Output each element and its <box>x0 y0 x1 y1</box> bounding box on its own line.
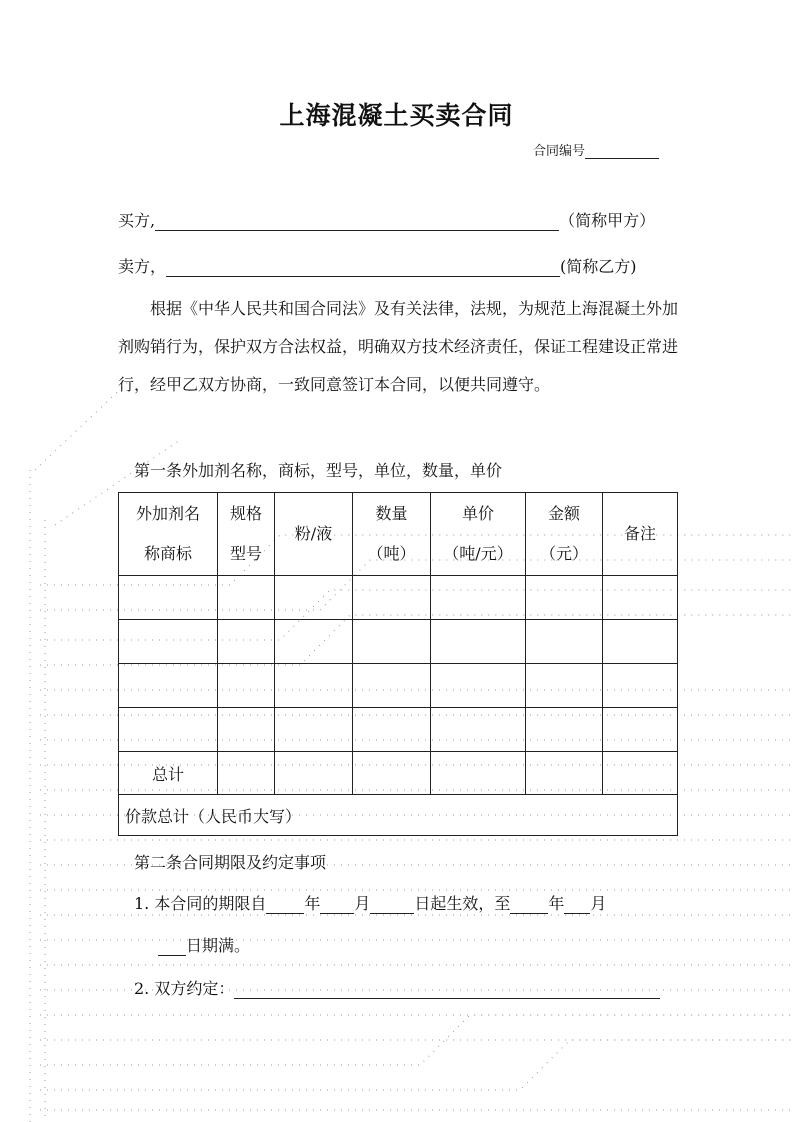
seller-blank[interactable] <box>166 260 560 277</box>
header-quantity: 数量 （吨） <box>353 493 431 576</box>
table-row <box>119 664 678 708</box>
header-name-brand: 外加剂名 称商标 <box>119 493 218 576</box>
agreement-line <box>134 976 660 999</box>
start-year-blank[interactable] <box>266 897 304 914</box>
seller-suffix: (简称乙方) <box>560 257 637 276</box>
start-day-blank[interactable] <box>370 897 414 914</box>
article1-title: 第一条外加剂名称，商标，型号，单位，数量，单价 <box>134 461 503 480</box>
table-total-row <box>119 752 678 795</box>
amount-total-label: 价款总计（人民币大写） <box>119 795 678 836</box>
article2-title: 第二条合同期限及约定事项 <box>134 853 327 872</box>
end-day-blank[interactable] <box>158 939 186 956</box>
intro-paragraph: 根据《中华人民共和国合同法》及有关法律，法规，为规范上海混凝土外加剂购销行为，保护双方合法权益，明确双方技术经济责任，保证工程建设正常进行，经甲乙双方协商，一致同意签订本合同，以便共同遵守。 <box>118 299 679 394</box>
buyer-blank[interactable] <box>155 214 559 231</box>
month-label: 月 <box>354 894 371 913</box>
buyer-line <box>118 208 655 231</box>
agreement-label: 2. 双方约定： <box>134 979 235 998</box>
document-title: 上海混凝土买卖合同 <box>279 101 514 130</box>
end-year-blank[interactable] <box>510 897 548 914</box>
month2-label: 月 <box>590 894 607 913</box>
contract-number <box>533 140 659 159</box>
term-line <box>134 891 606 914</box>
buyer-label: 买方, <box>118 211 156 230</box>
year-label: 年 <box>304 894 321 913</box>
seller-line <box>118 254 637 277</box>
start-month-blank[interactable] <box>320 897 354 914</box>
items-table <box>118 492 678 836</box>
term-end-line <box>158 933 250 956</box>
day-end-label: 日期满。 <box>186 936 251 955</box>
header-unit-price: 单价 （吨/元） <box>431 493 526 576</box>
header-remarks: 备注 <box>603 493 678 576</box>
table-header-row <box>119 493 678 576</box>
buyer-suffix: （简称甲方） <box>559 211 656 230</box>
day-start-label: 日起生效，至 <box>414 894 511 913</box>
term-prefix: 1. 本合同的期限自 <box>134 894 267 913</box>
table-row <box>119 708 678 752</box>
header-form: 粉/液 <box>275 493 353 576</box>
agreement-blank[interactable] <box>234 982 660 999</box>
seller-label: 卖方， <box>118 257 167 276</box>
contract-number-label: 合同编号 <box>533 144 586 159</box>
end-month-blank[interactable] <box>564 897 590 914</box>
header-spec-model: 规格 型号 <box>218 493 275 576</box>
table-row <box>119 576 678 620</box>
table-row <box>119 620 678 664</box>
table-amount-row <box>119 795 678 836</box>
year2-label: 年 <box>548 894 565 913</box>
total-label: 总计 <box>119 752 218 795</box>
contract-number-blank[interactable] <box>585 146 659 159</box>
header-amount: 金额 （元） <box>526 493 603 576</box>
